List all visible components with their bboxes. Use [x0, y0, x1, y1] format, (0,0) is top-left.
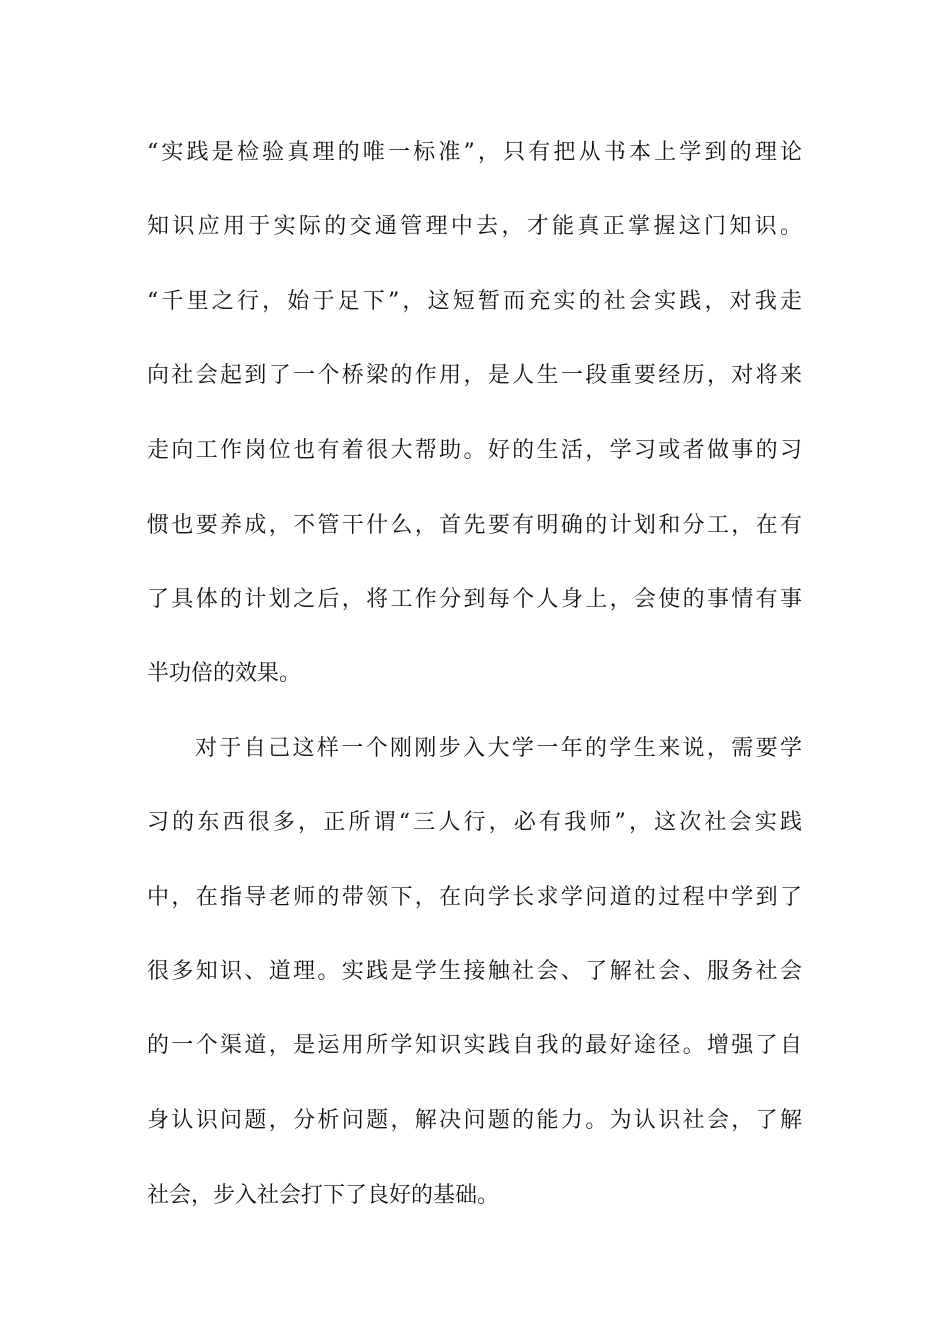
text-line-3: “千里之行，始于足下”，这短暂而充实的社会实践，对我走 — [147, 289, 802, 314]
text-line-12: 很多知识、道理。实践是学生接触社会、了解社会、服务社会 — [147, 959, 802, 984]
text-line-11: 中，在指导老师的带领下，在向学长求学问道的过程中学到了 — [147, 885, 802, 910]
text-line-5: 走向工作岗位也有着很大帮助。好的生活，学习或者做事的习 — [147, 438, 802, 463]
text-line-2: 知识应用于实际的交通管理中去，才能真正掌握这门知识。 — [147, 214, 802, 239]
text-line-4: 向社会起到了一个桥梁的作用，是人生一段重要经历，对将来 — [147, 363, 802, 388]
text-line-14: 身认识问题，分析问题，解决问题的能力。为认识社会，了解 — [147, 1108, 802, 1133]
text-line-8: 半功倍的效果。 — [147, 661, 302, 686]
text-line-15: 社会，步入社会打下了良好的基础。 — [147, 1183, 500, 1208]
text-line-13: 的一个渠道，是运用所学知识实践自我的最好途径。增强了自 — [147, 1033, 802, 1058]
text-line-6: 惯也要养成，不管干什么，首先要有明确的计划和分工，在有 — [147, 513, 802, 538]
text-line-7: 了具体的计划之后，将工作分到每个人身上，会使的事情有事 — [147, 587, 802, 612]
text-line-10: 习的东西很多，正所谓“三人行，必有我师”，这次社会实践 — [147, 810, 802, 835]
text-line-1: “实践是检验真理的唯一标准”，只有把从书本上学到的理论 — [147, 140, 802, 165]
text-line-9: 对于自己这样一个刚刚步入大学一年的学生来说，需要学 — [195, 736, 802, 761]
